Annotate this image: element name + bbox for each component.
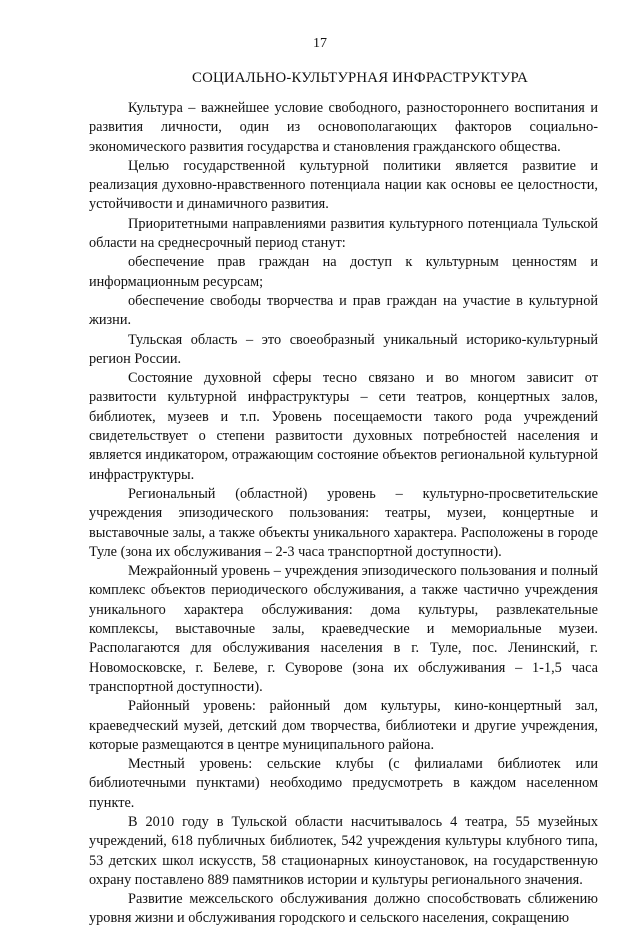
document-body [89,99,598,929]
paragraph-policy-goal: Целью государственной культурной политики является развитие и реализация духовно-нравственного потенциала нации как основы ее целостности, устойчивости и динамичного развития. [89,157,598,213]
paragraph-regional-level: Региональный (областной) уровень – культурно-просветительские учреждения эпизодического пользования: театры, музеи, концертные и выставочные залы, а также объекты уникального характера. Расположены в городе Туле (зона их обслуживания – 2-3 часа транспортной доступности). [89,485,598,560]
paragraph-2010-statistics: В 2010 году в Тульской области насчитывалось 4 театра, 55 музейных учреждений, 618 публичных библиотек, 542 учреждения культуры клубного типа, 53 детских школ искусств, 58 стационарных киноустановок, на государственную охрану поставлено 889 памятников истории и культуры регионального значения. [89,813,598,888]
paragraph-infrastructure-state: Состояние духовной сферы тесно связано и во многом зависит от развитости культурной инфраструктуры – сети театров, концертных залов, библиотек, музеев и т.п. Уровень посещаемости такого рода учреждений свидетельствует о степени развитости духовных потребностей населения и является индикатором, отражающим состояние объектов региональной культурной инфраструктуры. [89,370,598,483]
paragraph-local-level: Местный уровень: сельские клубы (с филиалами библиотек или библиотечными пунктами) необходимо предусмотреть в каждом населенном пункте. [89,756,598,811]
paragraph-culture-definition: Культура – важнейшее условие свободного, разностороннего воспитания и развития личности, один из основополагающих факторов социально-экономического развития государства и становления гражданского общества. [89,100,598,155]
section-title: СОЦИАЛЬНО-КУЛЬТУРНАЯ ИНФРАСТРУКТУРА [192,70,528,86]
page-number: 17 [313,36,327,51]
paragraph-priority-access: обеспечение прав граждан на доступ к культурным ценностям и информационным ресурсам; [89,254,598,290]
paragraph-district-level: Районный уровень: районный дом культуры, кино-концертный зал, краеведческий музей, детский дом творчества, библиотеки и другие учреждения, которые размещаются в центре муниципального района. [89,698,598,753]
paragraph-intervillage-service: Развитие межсельского обслуживания должно способствовать сближению уровня жизни и обслуживания городского и сельского населения, сокращению [89,891,598,927]
paragraph-interdistrict-level: Межрайонный уровень – учреждения эпизодического пользования и полный комплекс объектов периодического обслуживания, а также частично учреждения уникального характера обслуживания: дома культуры, развлекательные комплексы, выставочные залы, краеведческие и мемориальные музеи. Располагаются для обслуживания населения в г. Туле, пос. Ленинский, г. Новомосковске, г. Белеве, г. Суворове (зона их обслуживания – 1-1,5 часа транспортной доступности). [89,563,598,695]
paragraph-region-description: Тульская область – это своеобразный уникальный историко-культурный регион России. [89,331,598,367]
paragraph-priorities-intro: Приоритетными направлениями развития культурного потенциала Тульской области на среднесрочный период станут: [89,215,598,252]
paragraph-priority-freedom: обеспечение свободы творчества и прав граждан на участие в культурной жизни. [89,292,598,329]
